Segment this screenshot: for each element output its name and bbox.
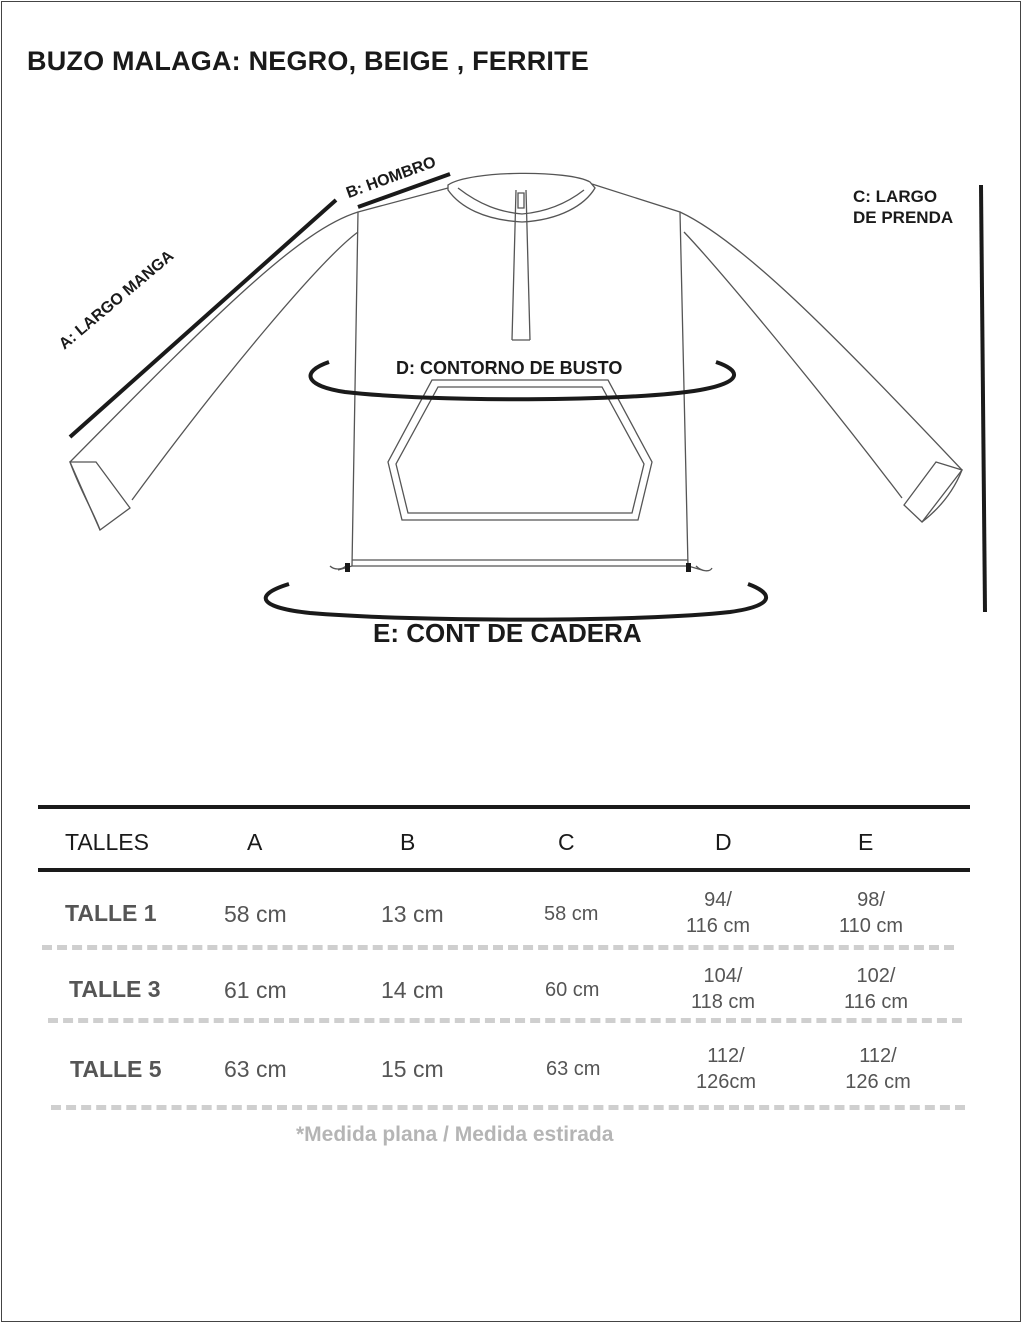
- cell-talle-5-b: 15 cm: [381, 1056, 444, 1082]
- cell-talle-5-e: [838, 1043, 918, 1095]
- sleeve-right: [680, 212, 962, 522]
- cell-talle-3-e-stretched: 116 cm: [843, 991, 909, 1013]
- header-e: E: [858, 829, 874, 855]
- cell-talle-3-e: [836, 963, 916, 1015]
- label-c-line1: C: LARGO: [853, 187, 938, 206]
- label-c-line2: DE PRENDA: [853, 208, 954, 227]
- cell-talle-5-c: 63 cm: [546, 1058, 601, 1080]
- cord-stopper-right: [686, 563, 691, 572]
- hem: [352, 560, 688, 566]
- label-b-hombro: B: HOMBRO: [344, 153, 439, 202]
- table-top-rule: [38, 805, 970, 809]
- label-a-largo-manga: A: LARGO MANGA: [56, 247, 178, 354]
- row-divider: [51, 1105, 965, 1110]
- measure-line-a: [70, 200, 336, 437]
- cell-talle-3-b: 14 cm: [381, 977, 444, 1003]
- cell-talle-1-e-stretched: 110 cm: [838, 915, 904, 937]
- cell-talle-1-c: 58 cm: [544, 903, 599, 925]
- cell-talle-3-d-stretched: 118 cm: [690, 991, 756, 1013]
- row-label-talle-1: TALLE 1: [65, 900, 157, 926]
- cell-talle-1-e: [831, 887, 911, 939]
- header-b: B: [400, 829, 416, 855]
- row-divider: [42, 945, 954, 950]
- row-label-talle-5: TALLE 5: [70, 1056, 162, 1082]
- label-c-largo-prenda: [853, 186, 953, 228]
- cell-talle-5-e-stretched: 126 cm: [845, 1071, 911, 1093]
- measure-curve-e: [266, 584, 766, 620]
- cell-talle-3-e-flat: 102/: [856, 965, 896, 987]
- measure-line-c: [981, 185, 985, 612]
- label-e-cont-cadera: E: CONT DE CADERA: [373, 618, 642, 648]
- cell-talle-5-d: [686, 1043, 766, 1095]
- page-title: BUZO MALAGA: NEGRO, BEIGE , FERRITE: [27, 46, 590, 76]
- label-d-contorno-busto: D: CONTORNO DE BUSTO: [396, 358, 623, 378]
- cell-talle-1-b: 13 cm: [381, 901, 444, 927]
- cell-talle-5-e-flat: 112/: [859, 1045, 897, 1067]
- cell-talle-1-d: [678, 887, 758, 939]
- cell-talle-1-d-flat: 94/: [704, 889, 732, 911]
- cell-talle-5-a: 63 cm: [224, 1056, 287, 1082]
- cell-talle-3-a: 61 cm: [224, 977, 287, 1003]
- cell-talle-5-d-stretched: 126cm: [695, 1071, 757, 1093]
- row-label-talle-3: TALLE 3: [69, 976, 161, 1002]
- cell-talle-3-d-flat: 104/: [703, 965, 743, 987]
- measurement-note: *Medida plana / Medida estirada: [296, 1123, 614, 1146]
- cell-talle-3-c: 60 cm: [545, 979, 600, 1001]
- cuff-left: [70, 462, 130, 530]
- cell-talle-1-a: 58 cm: [224, 901, 287, 927]
- header-a: A: [247, 829, 263, 855]
- cord-stopper-left: [345, 563, 350, 572]
- table-header-rule: [38, 868, 970, 872]
- header-talles: TALLES: [65, 829, 149, 855]
- cell-talle-5-d-flat: 112/: [707, 1045, 745, 1067]
- cell-talle-1-d-stretched: 116 cm: [685, 915, 751, 937]
- cell-talle-3-d: [683, 963, 763, 1015]
- row-divider: [48, 1018, 962, 1023]
- header-d: D: [715, 829, 732, 855]
- cell-talle-1-e-flat: 98/: [857, 889, 885, 911]
- header-c: C: [558, 829, 575, 855]
